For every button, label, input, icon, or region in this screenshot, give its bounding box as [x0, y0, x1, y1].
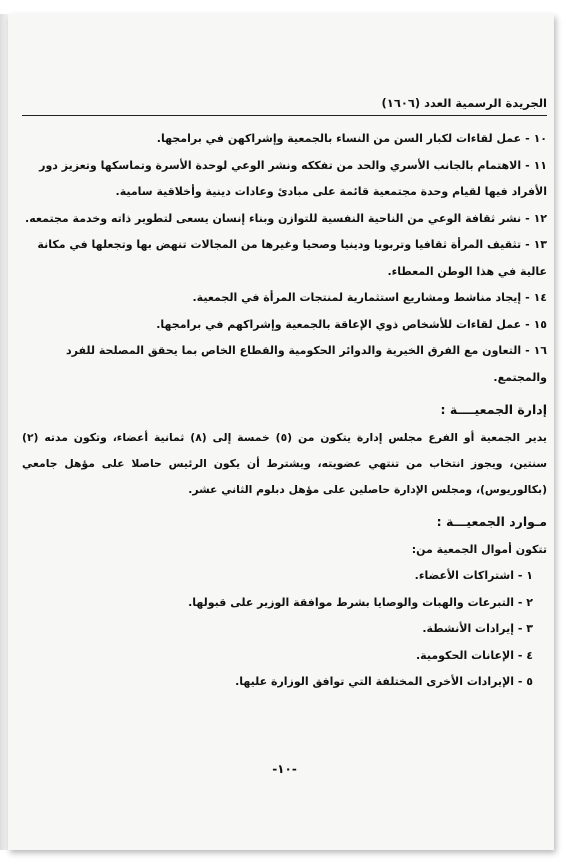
resource-item: [22, 643, 547, 670]
resources-intro: تتكون أموال الجمعية من:: [411, 543, 547, 556]
gazette-header: الجريدة الرسمية العدد (١٦٠٦): [381, 96, 547, 110]
item-number: ١٤ -: [525, 291, 547, 304]
resource-item: [22, 563, 547, 590]
item-number: ١٠ -: [525, 132, 547, 145]
item-number: ٥ -: [517, 675, 533, 688]
objectives-list: [22, 126, 547, 391]
resource-item: [22, 590, 547, 617]
objective-item: [22, 153, 547, 206]
page-number: -١٠-: [272, 762, 297, 776]
item-number: ١٦ -: [525, 344, 547, 357]
item-number: ٣ -: [517, 622, 533, 635]
management-heading: إدارة الجمعيــــة :: [440, 402, 547, 417]
item-text: تثقيف المرأة ثقافيا وتربويا ودينيا وصحيا وغيرها من المجالات تنهض بها وتجعلها في مكانة عالية في هذا الوطن المعطاء.: [37, 238, 547, 278]
item-number: ٢ -: [517, 595, 533, 609]
item-text: التعاون مع الفرق الخيرية والدوائر الحكومية والقطاع الخاص بما يحقق المصلحة للفرد والمجتمع.: [65, 344, 547, 384]
objective-item: [22, 206, 547, 233]
item-text: إيرادات الأنشطة.: [422, 622, 515, 635]
item-number: ١٣ -: [525, 238, 547, 251]
resource-item: [22, 669, 547, 696]
item-text: عمل لقاءات لكبار السن من النساء بالجمعية وإشراكهن في برامجها.: [156, 132, 522, 145]
management-section: [22, 395, 547, 503]
objective-item: [22, 285, 547, 312]
item-number: ١ -: [517, 569, 533, 582]
item-text: عمل لقاءات للأشخاص ذوي الإعاقة بالجمعية وإشراكهم في برامجها.: [156, 317, 522, 331]
item-number: ١٢ -: [525, 211, 547, 225]
item-text: نشر ثقافة الوعي من الناحية النفسية للتوازن وبناء إنسان يسعى لتطوير ذاته وخدمة مجتمعه.: [25, 211, 522, 225]
item-number: ٤ -: [517, 648, 533, 662]
objective-item: [22, 338, 547, 391]
objective-item: [22, 232, 547, 285]
item-number: ١٥ -: [525, 317, 547, 331]
item-text: التبرعات والهبات والوصايا بشرط موافقة الوزير على قبولها.: [188, 595, 515, 609]
item-text: الاهتمام بالجانب الأسري والحد من تفككه ونشر الوعي لوحدة الأسرة وتماسكها وتعزيز دور الأفراد فيها لقيام وحدة مجتمعية قائمة على مبادئ وعادات دينية وأخلاقية سامية.: [39, 158, 547, 198]
management-text: يدير الجمعية أو الفرع مجلس إدارة يتكون من (٥) خمسة إلى (٨) ثمانية أعضاء، وتكون مدته (٢) سنتين، ويجوز انتخاب من تنتهي عضويته، ويشترط أن يكون الرئيس حاصلا على مؤهل جامعي (بكالوريوس)، ومجلس الإدارة حاصلين على مؤهل دبلوم الثاني عشر.: [22, 431, 547, 496]
resource-item: [22, 616, 547, 643]
header-divider: [22, 115, 547, 116]
resources-section: [22, 507, 547, 696]
objective-item: [22, 312, 547, 339]
item-number: ١١ -: [525, 158, 547, 172]
item-text: إيجاد مناشط ومشاريع استثمارية لمنتجات المرأة في الجمعية.: [192, 291, 522, 304]
item-text: الإعانات الحكومية.: [416, 648, 515, 662]
resources-heading: مـوارد الجمعيـــة :: [436, 514, 547, 529]
item-text: الإيرادات الأخرى المختلفة التي توافق الوزارة عليها.: [235, 675, 515, 688]
page-spine-shadow: [0, 14, 8, 850]
item-text: اشتراكات الأعضاء.: [414, 569, 515, 582]
objective-item: [22, 126, 547, 153]
document-body: [22, 126, 547, 696]
